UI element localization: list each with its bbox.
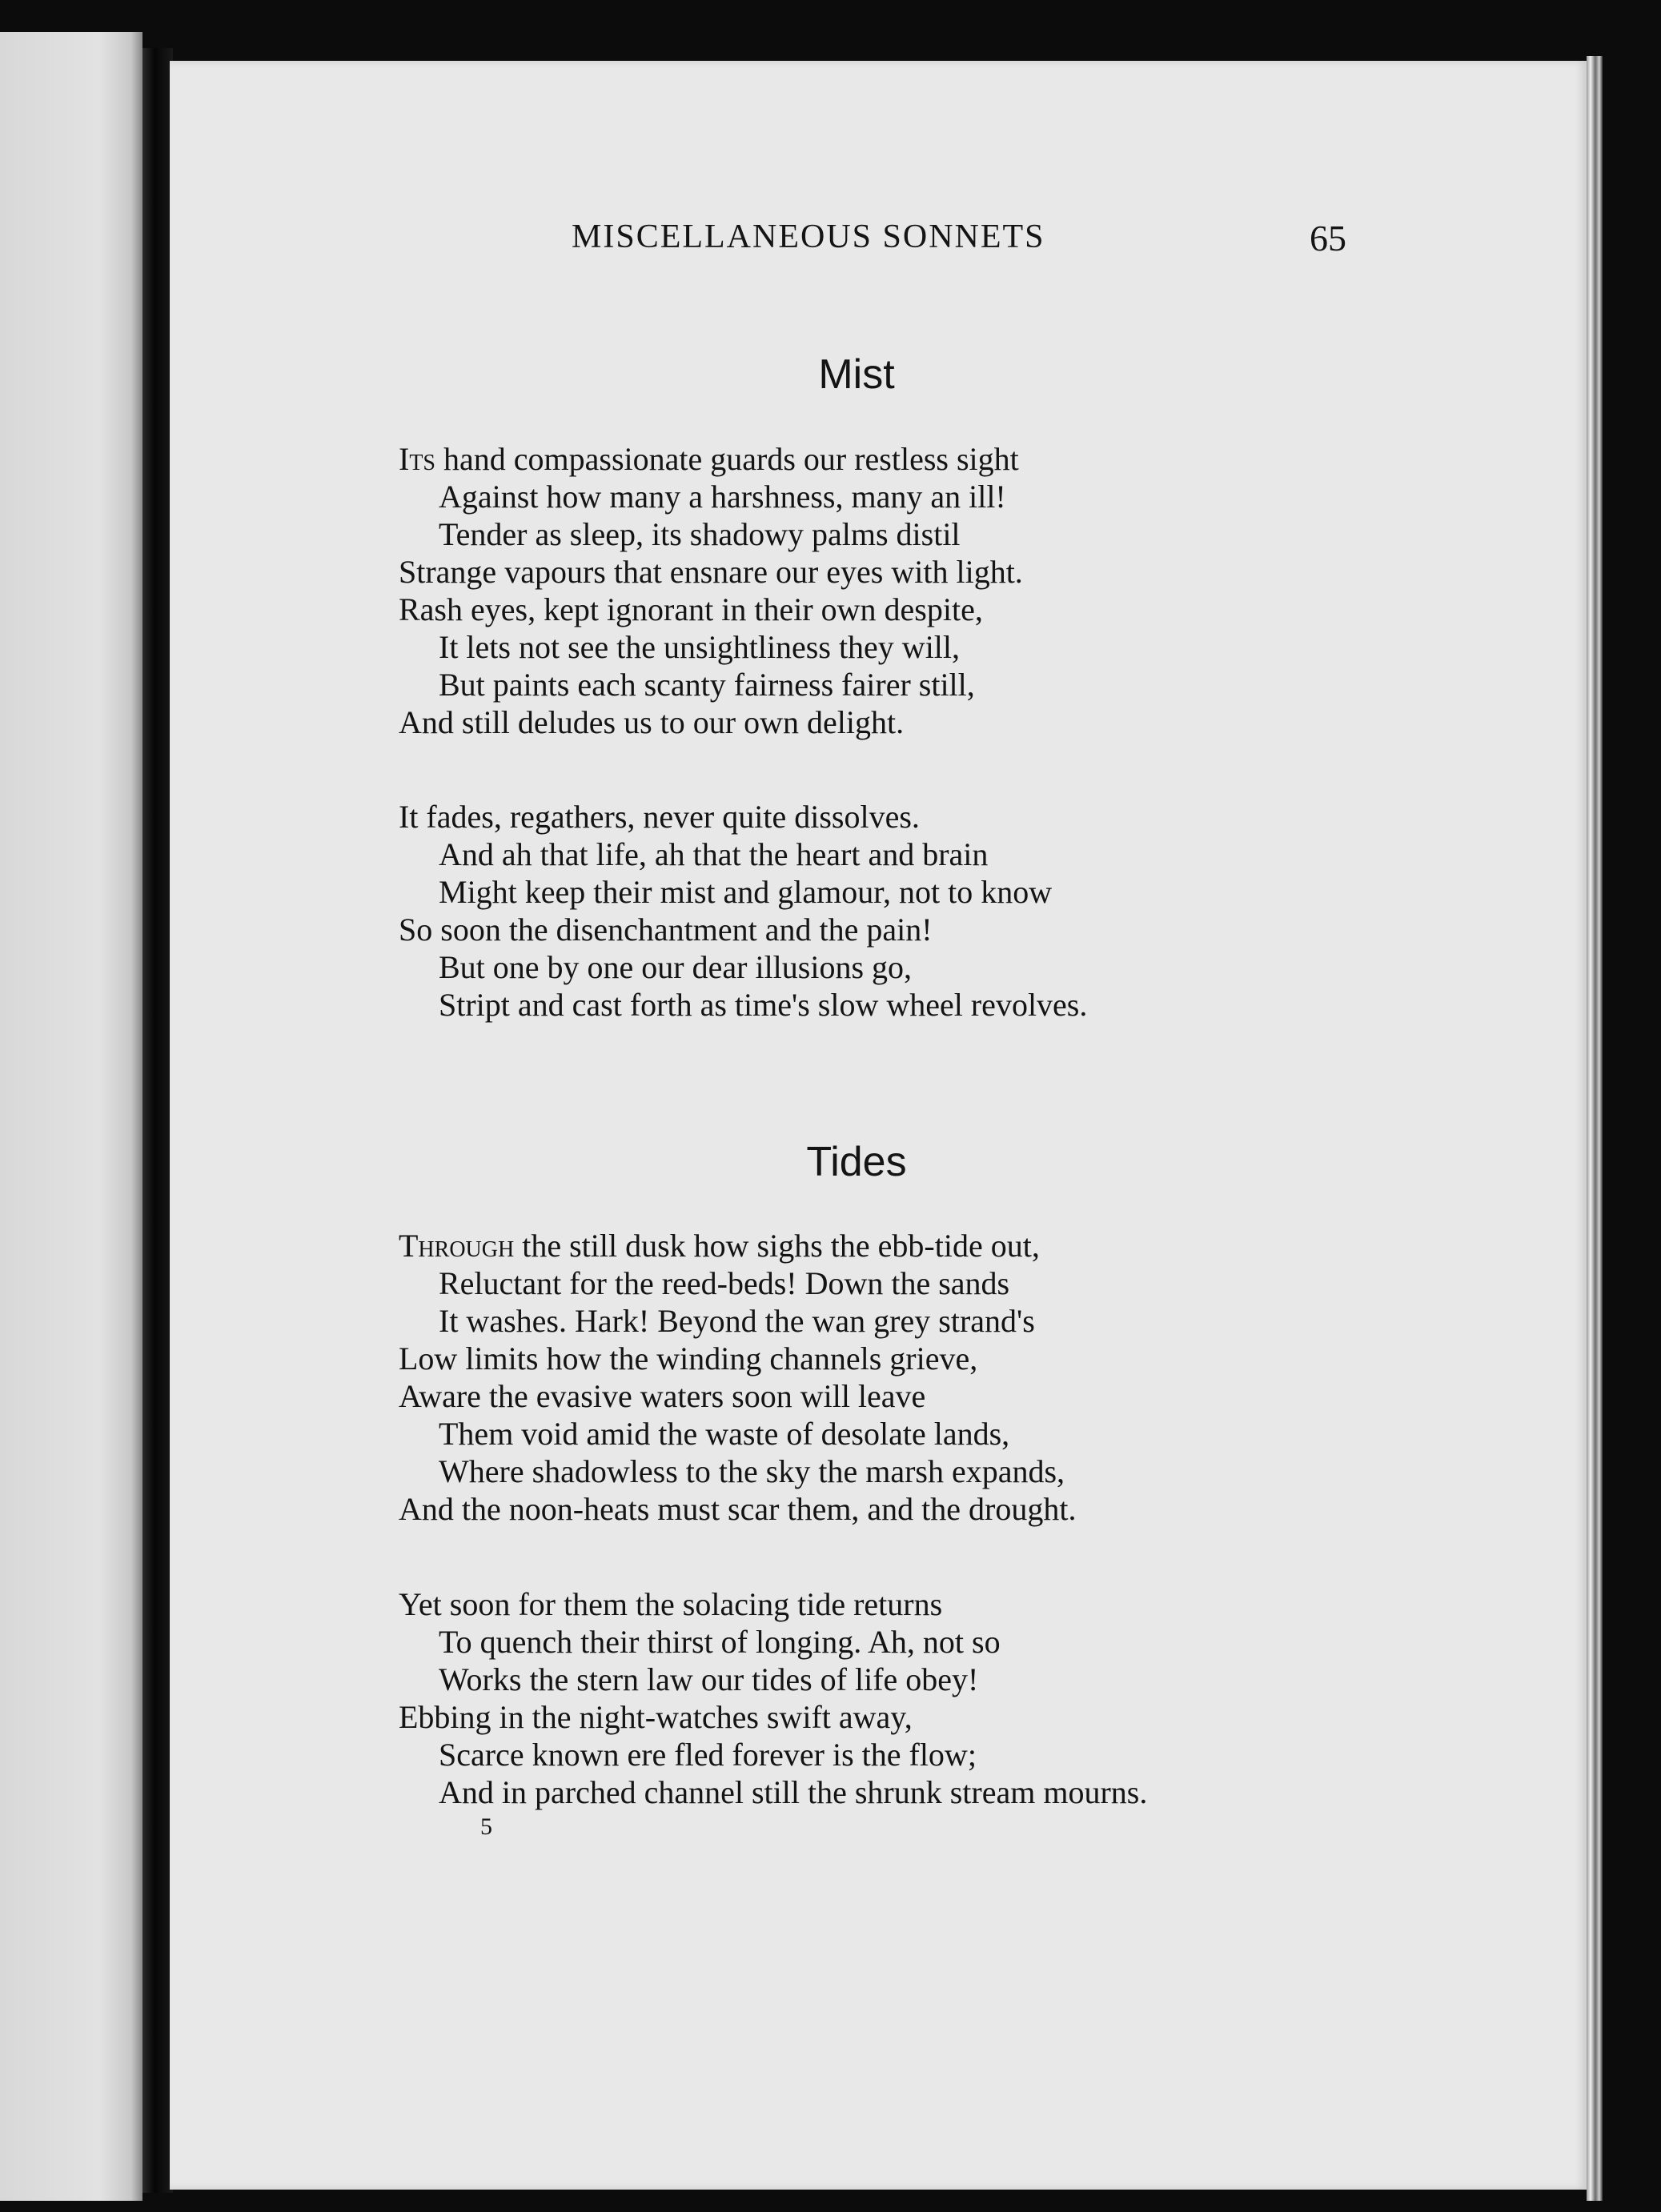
poem-line: It washes. Hark! Beyond the wan grey strand's xyxy=(439,1303,1035,1339)
poem-line: Stript and cast forth as time's slow wheel revolves. xyxy=(439,987,1088,1023)
poem-line: To quench their thirst of longing. Ah, not so xyxy=(439,1624,1001,1660)
poem-title-mist: Mist xyxy=(818,351,895,398)
line-text: the still dusk how sighs the ebb-tide out, xyxy=(514,1228,1040,1264)
right-page-edge xyxy=(1587,56,1603,2201)
poem-line: It fades, regathers, never quite dissolves. xyxy=(399,799,920,835)
tides-octave xyxy=(399,1227,1439,1528)
poem-line: Rash eyes, kept ignorant in their own despite, xyxy=(399,591,983,627)
book-gutter xyxy=(142,48,173,2193)
initial-word: Through xyxy=(399,1228,515,1264)
initial-word: Its xyxy=(399,441,435,477)
poem-line: Strange vapours that ensnare our eyes with light. xyxy=(399,554,1023,590)
poem-line: Reluctant for the reed-beds! Down the sands xyxy=(439,1265,1010,1301)
mist-sestet xyxy=(399,798,1439,1024)
signature-mark: 5 xyxy=(480,1813,492,1840)
poem-line: And in parched channel still the shrunk stream mourns. xyxy=(439,1774,1148,1810)
tides-sestet xyxy=(399,1585,1439,1811)
poem-line: Scarce known ere fled forever is the flow; xyxy=(439,1737,977,1773)
page-number: 65 xyxy=(1310,218,1346,258)
poem-line: Them void amid the waste of desolate lands, xyxy=(439,1416,1010,1452)
poem-line: And still deludes us to our own delight. xyxy=(399,704,905,740)
poem-line xyxy=(399,1227,1439,1264)
poem-line: Where shadowless to the sky the marsh expands, xyxy=(439,1453,1065,1489)
running-head: MISCELLANEOUS SONNETS xyxy=(572,218,1045,255)
poem-line: So soon the disenchantment and the pain! xyxy=(399,912,933,948)
poem-line: And ah that life, ah that the heart and brain xyxy=(439,836,989,872)
poem-line: Low limits how the winding channels grieve, xyxy=(399,1340,978,1376)
line-text: hand compassionate guards our restless sight xyxy=(435,441,1019,477)
poem-line: And the noon-heats must scar them, and the drought. xyxy=(399,1491,1077,1527)
poem-line: Works the stern law our tides of life obey! xyxy=(439,1661,979,1697)
poem-line: But paints each scanty fairness fairer still, xyxy=(439,667,975,703)
poem-line: Aware the evasive waters soon will leave xyxy=(399,1378,926,1414)
left-page-edge xyxy=(0,32,142,2201)
poem-line: Against how many a harshness, many an ill! xyxy=(439,479,1006,515)
poem-line xyxy=(399,440,1439,478)
poem-line: Tender as sleep, its shadowy palms distil xyxy=(439,516,961,552)
poem-line: Yet soon for them the solacing tide returns xyxy=(399,1586,943,1622)
poem-line: But one by one our dear illusions go, xyxy=(439,949,913,985)
poem-line: Might keep their mist and glamour, not to know xyxy=(439,874,1053,910)
poem-line: Ebbing in the night-watches swift away, xyxy=(399,1699,913,1735)
poem-line: It lets not see the unsightliness they will, xyxy=(439,629,961,665)
poem-title-tides: Tides xyxy=(806,1139,907,1185)
mist-octave xyxy=(399,440,1439,741)
